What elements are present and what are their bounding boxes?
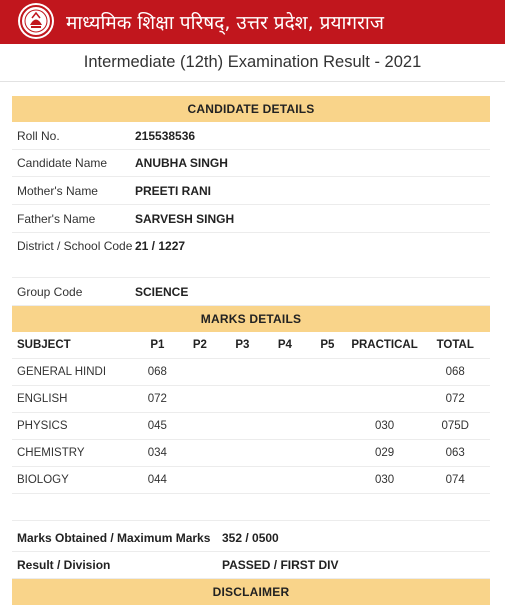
marks-header-row	[12, 332, 490, 359]
marks-obtained-value: 352 / 0500	[222, 531, 279, 545]
p3-cell	[221, 413, 263, 440]
p3-cell	[221, 440, 263, 467]
p3-cell	[221, 386, 263, 413]
candidate-name-value: ANUBHA SINGH	[135, 156, 228, 170]
empty-cell	[12, 494, 490, 521]
candidate-details-header: CANDIDATE DETAILS	[12, 96, 490, 122]
p2-cell	[179, 359, 221, 386]
group-code-value: SCIENCE	[135, 284, 189, 299]
p4-cell	[264, 440, 306, 467]
p4-cell	[264, 467, 306, 494]
subject-cell: CHEMISTRY	[12, 440, 136, 467]
practical-cell: 030	[349, 467, 421, 494]
p1-cell: 044	[136, 467, 179, 494]
table-row	[12, 467, 490, 494]
p5-cell	[306, 440, 348, 467]
candidate-name-row	[12, 150, 490, 177]
father-name-row	[12, 205, 490, 233]
marks-details-header: MARKS DETAILS	[12, 306, 490, 332]
field-label: District / School Code	[17, 239, 133, 253]
roll-number-row	[12, 122, 490, 150]
roll-number-value: 215538536	[135, 128, 196, 143]
field-label: Roll No.	[17, 128, 60, 143]
column-header: P3	[221, 332, 263, 359]
column-header: P5	[306, 332, 348, 359]
field-label: Candidate Name	[17, 156, 108, 170]
total-cell: 072	[420, 386, 490, 413]
subject-cell: PHYSICS	[12, 413, 136, 440]
field-label: Mother's Name	[17, 183, 98, 198]
p4-cell	[264, 413, 306, 440]
p2-cell	[179, 440, 221, 467]
practical-cell	[349, 386, 421, 413]
result-division-row	[12, 552, 490, 579]
p5-cell	[306, 413, 348, 440]
board-emblem-icon	[18, 3, 54, 39]
board-title: माध्यमिक शिक्षा परिषद्, उत्तर प्रदेश, प्रयागराज	[66, 12, 384, 34]
marks-obtained-label: Marks Obtained / Maximum Marks	[17, 531, 211, 545]
mother-name-row	[12, 177, 490, 205]
mother-name-value: PREETI RANI	[135, 183, 212, 198]
table-row	[12, 413, 490, 440]
group-code-row	[12, 278, 490, 306]
column-header: PRACTICAL	[349, 332, 421, 359]
column-header: P4	[264, 332, 306, 359]
p2-cell	[179, 467, 221, 494]
result-division-label: Result / Division	[17, 558, 111, 572]
p1-cell: 045	[136, 413, 179, 440]
column-header: P2	[179, 332, 221, 359]
p3-cell	[221, 467, 263, 494]
subject-cell: ENGLISH	[12, 386, 136, 413]
total-cell: 074	[420, 467, 490, 494]
p2-cell	[179, 386, 221, 413]
total-cell: 075D	[420, 413, 490, 440]
field-label: Father's Name	[17, 211, 96, 226]
table-row	[12, 440, 490, 467]
p5-cell	[306, 359, 348, 386]
table-row	[12, 386, 490, 413]
p4-cell	[264, 359, 306, 386]
result-division-value: PASSED / FIRST DIV	[222, 558, 339, 572]
p1-cell: 034	[136, 440, 179, 467]
p4-cell	[264, 386, 306, 413]
p5-cell	[306, 467, 348, 494]
p1-cell: 068	[136, 359, 179, 386]
site-header	[0, 0, 505, 44]
column-header: TOTAL	[420, 332, 490, 359]
disclaimer-header: DISCLAIMER	[12, 579, 490, 605]
empty-row	[12, 494, 490, 521]
marks-obtained-row	[12, 525, 490, 552]
p1-cell: 072	[136, 386, 179, 413]
result-card	[12, 96, 490, 605]
subject-cell: GENERAL HINDI	[12, 359, 136, 386]
table-row	[12, 359, 490, 386]
total-cell: 068	[420, 359, 490, 386]
subject-cell: BIOLOGY	[12, 467, 136, 494]
column-header: P1	[136, 332, 179, 359]
p3-cell	[221, 359, 263, 386]
practical-cell	[349, 359, 421, 386]
district-school-row	[12, 233, 490, 278]
district-school-value: 21 / 1227	[135, 239, 186, 253]
p5-cell	[306, 386, 348, 413]
p2-cell	[179, 413, 221, 440]
marks-table	[12, 332, 490, 521]
father-name-value: SARVESH SINGH	[135, 211, 235, 226]
column-header: SUBJECT	[12, 332, 136, 359]
total-cell: 063	[420, 440, 490, 467]
practical-cell: 030	[349, 413, 421, 440]
field-label: Group Code	[17, 284, 83, 299]
practical-cell: 029	[349, 440, 421, 467]
page-title: Intermediate (12th) Examination Result - 2021	[0, 44, 505, 82]
